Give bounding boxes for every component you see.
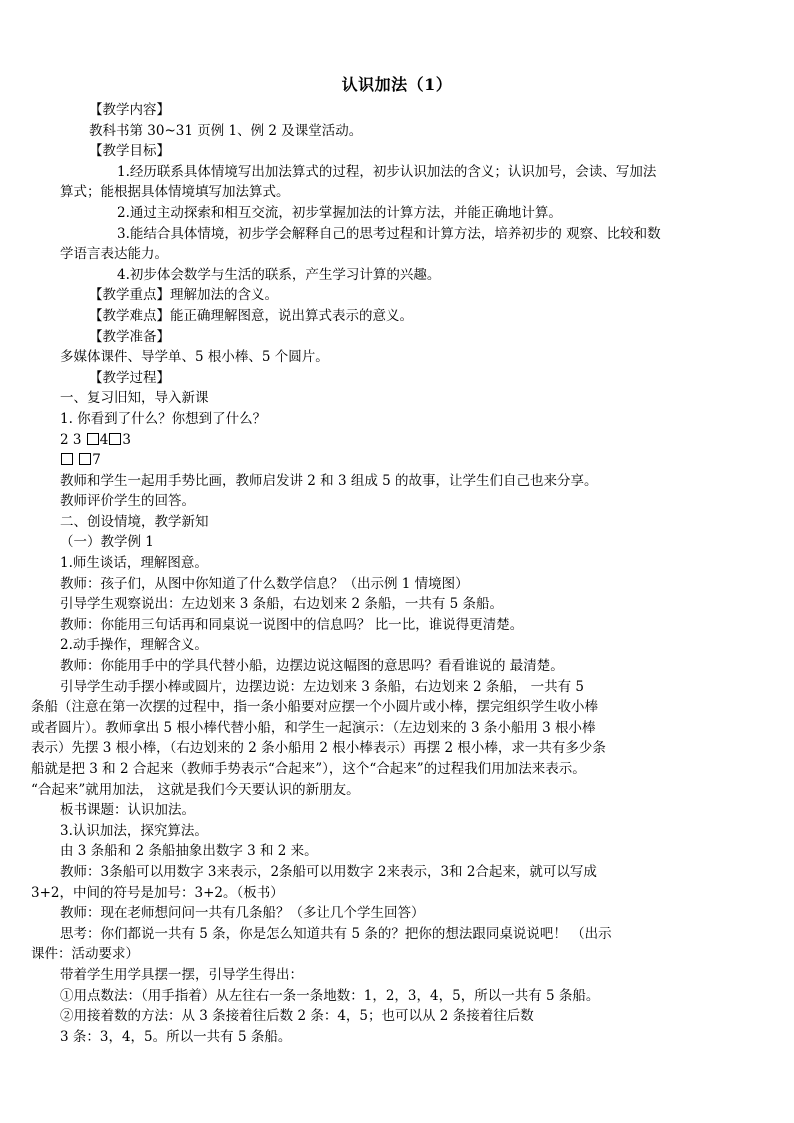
subheading: 二、创设情境，教学新知 (60, 513, 209, 530)
paragraph: 多媒体课件、导学单、5 根小棒、5 个圆片。 (60, 349, 329, 366)
blank-box (87, 433, 99, 445)
paragraph: 由 3 条船和 2 条船抽象出数字 3 和 2 来。 (60, 843, 318, 860)
paragraph-continuation: 算式；能根据具体情境填写加法算式。 (60, 184, 290, 201)
paragraph-continuation: 表示）先摆 3 根小棒，（右边划来的 2 条小船用 2 根小棒表示）再摆 2 根小棒，求一共有多少条 (31, 740, 606, 757)
paragraph: 2.通过主动探索和相互交流，初步掌握加法的计算方法，并能正确地计算。 (117, 204, 562, 221)
paragraph: 板书课题：认识加法。 (60, 802, 195, 819)
paragraph: 思考：你们都说一共有 5 条，你是怎么知道共有 5 条的？把你的想法跟同桌说说吧！ （出示 (60, 925, 612, 942)
paragraph-continuation: 条船（注意在第一次摆的过程中，指一条小船要对应摆一个小圆片或小棒，摆完组织学生收小棒 (31, 699, 598, 716)
method-item: ②用接着数的方法：从 3 条接着往后数 2 条：4，5；也可以从 2 条接着往后数 (60, 1008, 534, 1025)
method-item-continuation: 3 条：3，4，5。所以一共有 5 条船。 (60, 1028, 292, 1045)
paragraph-continuation: 或者圆片）。教师拿出 5 根小棒代替小船，和学生一起演示：（左边划来的 3 条小船用 3 根小棒 (31, 719, 596, 736)
step-heading: 1.师生谈话，理解图意。 (60, 555, 208, 572)
paragraph-continuation: 船就是把 3 和 2 合起来（教师手势表示“合起来”），这个“合起来”的过程我们用加法来表示。 (31, 761, 586, 777)
paragraph: 引导学生观察说出：左边划来 3 条船，右边划来 2 条船，一共有 5 条船。 (60, 596, 504, 613)
step-heading: 2.动手操作，理解含义。 (60, 637, 208, 654)
puzzle-number: 4 (99, 431, 109, 448)
paragraph: 3.能结合具体情境，初步学会解释自己的思考过程和计算方法，培养初步的 观察、比较和数 (117, 225, 661, 242)
paragraph-continuation: 课件：活动要求） (31, 946, 139, 963)
key-point: 【教学重点】理解加法的含义。 (89, 287, 278, 304)
method-item: ①用点数法：（用手指着）从左往右一条一条地数：1，2，3，4，5，所以一共有 5 条船。 (60, 987, 600, 1004)
blank-box (109, 433, 121, 445)
paragraph: 教师：你能用手中的学具代替小船，边摆边说这幅图的意思吗？看看谁说的 最清楚。 (60, 658, 564, 675)
paragraph: 教师和学生一起用手势比画，教师启发讲 2 和 3 组成 5 的故事，让学生们自己也来分享。 (60, 472, 598, 489)
puzzle-number: 7 (92, 452, 101, 469)
paragraph: 4.初步体会数学与生活的联系，产生学习计算的兴趣。 (117, 266, 441, 283)
blank-box (79, 453, 91, 465)
question: 1. 你看到了什么？你想到了什么？ (60, 410, 267, 427)
subheading: （一）教学例 1 (60, 534, 154, 551)
paragraph: 1.经历联系具体情境写出加法算式的过程，初步认识加法的含义；认识加号，会读、写加法 (117, 163, 657, 180)
paragraph-continuation: 3+2，中间的符号是加号：3+2。（板书） (31, 884, 284, 901)
number-puzzle (60, 430, 737, 451)
section-heading-content: 【教学内容】 (89, 102, 170, 118)
puzzle-numbers: 2 3 (60, 431, 86, 448)
document-body (31, 100, 737, 1047)
paragraph-continuation: “合起来”就用加法， 这就是我们今天要认识的新朋友。 (31, 781, 360, 798)
section-heading-goals: 【教学目标】 (89, 143, 170, 160)
blank-box (61, 453, 73, 465)
section-heading-process: 【教学过程】 (89, 369, 170, 386)
step-heading: 3.认识加法，探究算法。 (60, 822, 208, 839)
puzzle-number: 3 (122, 431, 131, 448)
number-puzzle (60, 450, 737, 471)
paragraph: 教师：现在老师想问问一共有几条船？（多让几个学生回答） (60, 905, 425, 922)
paragraph: 引导学生动手摆小棒或圆片，边摆边说：左边划来 3 条船，右边划来 2 条船， 一共有 5 (60, 678, 585, 695)
difficult-point: 【教学难点】能正确理解图意，说出算式表示的意义。 (89, 307, 413, 324)
subheading: 一、复习旧知，导入新课 (60, 390, 209, 407)
paragraph: 带着学生用学具摆一摆，引导学生得出： (60, 966, 303, 983)
paragraph: 教师：孩子们，从图中你知道了什么数学信息？（出示例 1 情境图） (60, 575, 469, 592)
paragraph: 教师：3条船可以用数字 3来表示，2条船可以用数字 2来表示，3和 2合起来，就可以写成 (60, 863, 597, 880)
section-heading-preparation: 【教学准备】 (89, 328, 170, 345)
document-title: 认识加法（1） (341, 75, 453, 94)
paragraph-continuation: 学语言表达能力。 (60, 246, 168, 263)
paragraph: 教科书第 30~31 页例 1、例 2 及课堂活动。 (89, 122, 363, 139)
paragraph: 教师：你能用三句话再和同桌说一说图中的信息吗？ 比一比，谁说得更清楚。 (60, 616, 524, 633)
paragraph: 教师评价学生的回答。 (60, 493, 195, 510)
